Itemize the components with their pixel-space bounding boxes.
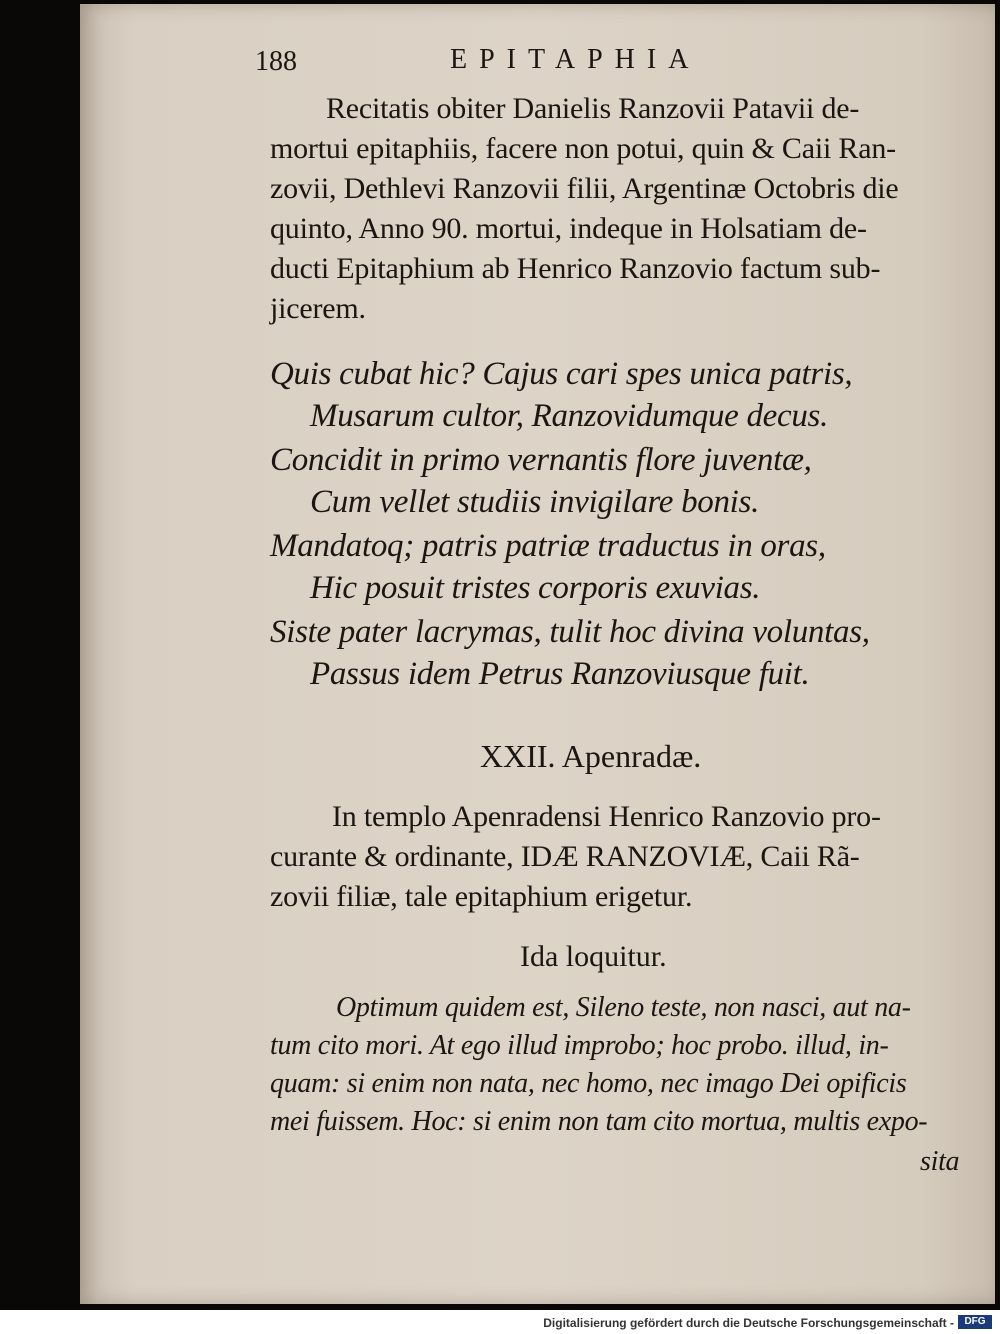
section-line: zovii filiæ, tale epitaphium erigetur. (270, 880, 693, 913)
speech-line: mei fuissem. Hoc: si enim non tam cito mortua, multis expo- (270, 1106, 928, 1137)
running-title: EPITAPHIA (450, 44, 701, 75)
intro-line: Recitatis obiter Danielis Ranzovii Patavii de- (326, 92, 860, 125)
intro-line: mortui epitaphiis, facere non potui, quin & Caii Ran- (270, 132, 896, 165)
section-line: curante & ordinante, IDÆ RANZOVIÆ, Caii Rã- (270, 840, 860, 873)
subheading: Ida loquitur. (520, 940, 667, 973)
footer-credit: Digitalisierung gefördert durch die Deutsche Forschungsgemeinschaft - (543, 1316, 954, 1330)
verse-line: Siste pater lacrymas, tulit hoc divina voluntas, (270, 614, 870, 650)
speech-line: quam: si enim non nata, nec homo, nec imago Dei opificis (270, 1068, 907, 1099)
catchword: sita (920, 1146, 960, 1177)
verse-line: Concidit in primo vernantis flore juventæ, (270, 442, 812, 478)
intro-line: ducti Epitaphium ab Henrico Ranzovio factum sub- (270, 252, 881, 285)
speech-line: Optimum quidem est, Sileno teste, non nasci, aut na- (336, 992, 911, 1023)
verse-line: Musarum cultor, Ranzovidumque decus. (310, 398, 829, 434)
speech-line: tum cito mori. At ego illud improbo; hoc probo. illud, in- (270, 1030, 889, 1061)
verse-line: Cum vellet studiis invigilare bonis. (310, 484, 760, 520)
intro-line: quinto, Anno 90. mortui, indeque in Holsatiam de- (270, 212, 867, 245)
verse-line: Hic posuit tristes corporis exuvias. (310, 570, 761, 606)
verse-line: Quis cubat hic? Cajus cari spes unica patris, (270, 356, 853, 392)
section-line: In templo Apenradensi Henrico Ranzovio pro- (332, 800, 881, 833)
verse-line: Mandatoq; patris patriæ traductus in oras, (270, 528, 826, 564)
page-number: 188 (255, 46, 297, 77)
intro-line: zovii, Dethlevi Ranzovii filii, Argentinæ Octobris die (270, 172, 899, 205)
verse-line: Passus idem Petrus Ranzoviusque fuit. (310, 656, 810, 692)
intro-line: jicerem. (270, 292, 366, 325)
dfg-logo: DFG (958, 1315, 992, 1329)
section-heading: XXII. Apenradæ. (480, 738, 702, 774)
book-page (80, 4, 995, 1304)
